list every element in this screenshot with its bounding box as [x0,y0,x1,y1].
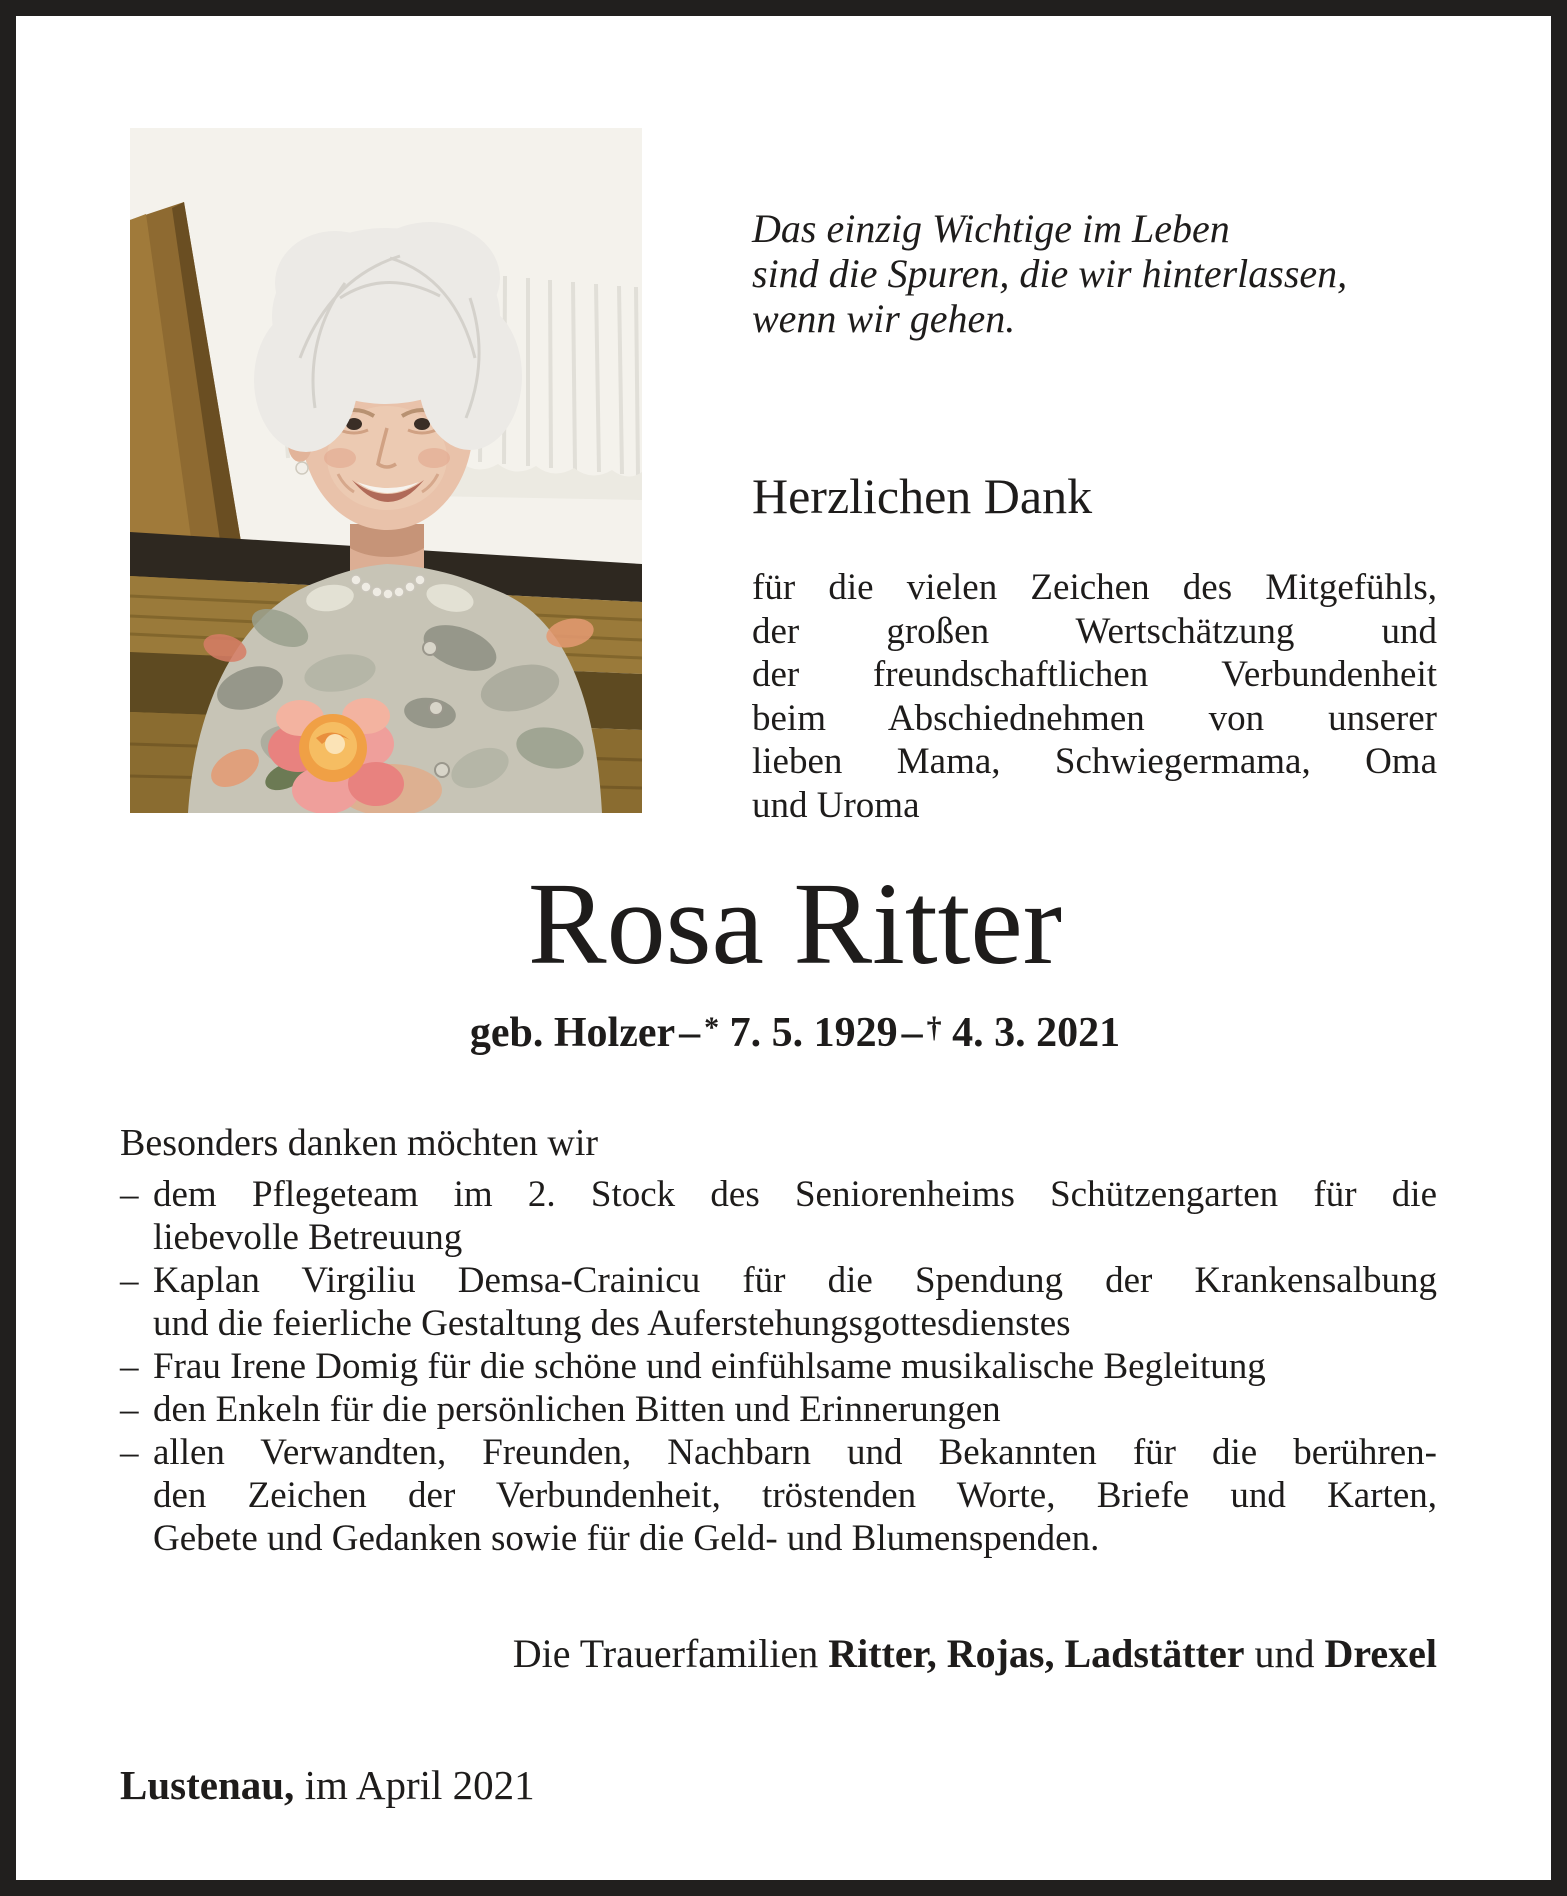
death-date: 4. 3. 2021 [952,1010,1121,1056]
list-item [120,1345,1437,1388]
birth-star-icon: * [704,1011,720,1044]
closing-conjunction: und [1254,1631,1315,1676]
paragraph-line: beim Abschiednehmen von unserer [752,697,1437,739]
closing-prefix: Die Trauerfamilien [512,1631,819,1676]
maiden-name: geb. Holzer [469,1010,676,1056]
list-item [120,1173,1437,1259]
thanks-paragraph [752,566,1437,827]
memorial-quote [752,206,1452,341]
death-dagger-icon: † [926,1011,942,1044]
paragraph-line: der großen Wertschätzung und [752,610,1437,652]
list-item-line: Kaplan Virgiliu Demsa-Crainicu für die Spendung der Krankensalbung [153,1260,1437,1301]
dash-bullet: – [120,1346,139,1387]
paragraph-line: der freundschaftlichen Verbundenheit [752,654,1437,695]
list-item [120,1388,1437,1431]
dash-bullet: – [120,1260,139,1301]
deceased-name: Rosa Ritter [527,858,1063,989]
family-names-bold: Ritter, Rojas, Ladstätter [828,1631,1245,1676]
dash-bullet: – [120,1174,139,1215]
dash-bullet: – [120,1389,139,1430]
list-item [120,1259,1437,1345]
portrait-photo-graphic [130,128,642,813]
date-separator: – [679,1010,701,1056]
quote-line-2: sind die Spuren, die wir hinterlassen, [752,251,1348,296]
place-date-line [120,1762,535,1808]
mourning-families-line [120,1631,1439,1677]
quote-line-1: Das einzig Wichtige im Leben [752,206,1230,251]
paragraph-line: lieben Mama, Schwiegermama, Oma [752,741,1437,782]
special-thanks-intro: Besonders danken möchten wir [120,1122,599,1164]
list-item-line: dem Pflegeteam im 2. Stock des Seniorenheims Schützengarten für die [153,1174,1437,1215]
list-item-line: den Enkeln für die persönlichen Bitten und Erinnerungen [153,1389,1001,1430]
list-item-line: und die feierliche Gestaltung des Auferstehungsgottesdienstes [153,1303,1071,1344]
list-item-line: liebevolle Betreuung [153,1217,463,1258]
paragraph-line: und Uroma [752,784,920,826]
quote-line-3: wenn wir gehen. [752,296,1016,341]
birth-death-line [150,1005,1440,1056]
dash-bullet: – [120,1432,139,1473]
list-item-line: Frau Irene Domig für die schöne und einfühlsame musikalische Begleitung [153,1346,1266,1387]
paragraph-line: für die vielen Zeichen des Mitgefühls, [752,567,1437,608]
list-item-line: Gebete und Gedanken sowie für die Geld- und Blumenspenden. [153,1518,1100,1559]
place-name: Lustenau, [120,1762,295,1808]
date-text: im April 2021 [304,1762,535,1808]
list-item [120,1431,1437,1560]
birth-date: 7. 5. 1929 [729,1010,898,1056]
date-separator: – [901,1010,923,1056]
last-family-bold: Drexel [1324,1631,1437,1676]
special-thanks-list [120,1173,1437,1560]
list-item-line: den Zeichen der Verbundenheit, tröstenden Worte, Briefe und Karten, [153,1475,1437,1516]
portrait-photo [130,128,642,813]
thanks-heading: Herzlichen Dank [752,468,1093,524]
list-item-line: allen Verwandten, Freunden, Nachbarn und Bekannten für die berühren- [153,1432,1437,1473]
